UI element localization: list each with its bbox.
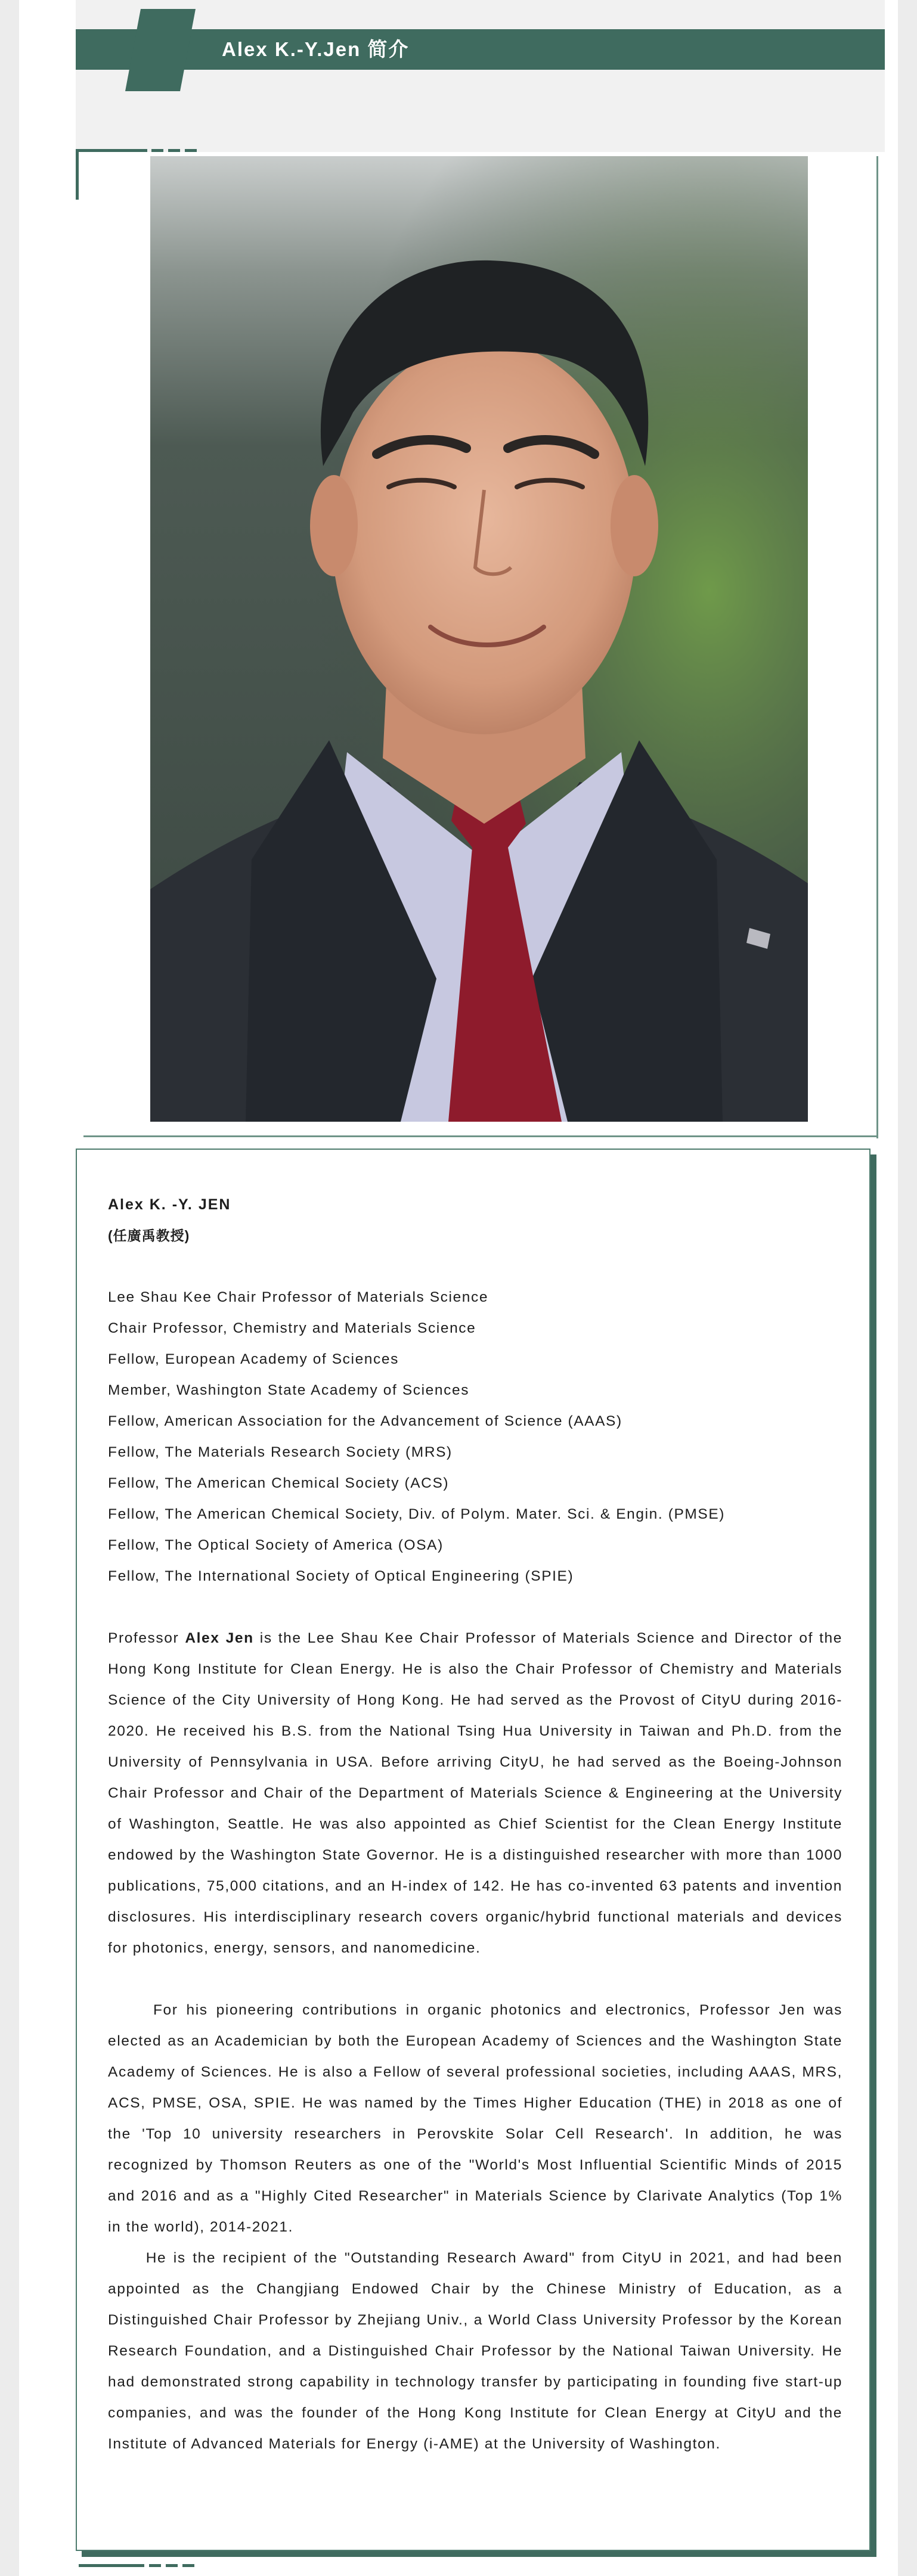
footer-dash (166, 2564, 178, 2567)
title-item: Fellow, The International Society of Optical Engineering (SPIE) (108, 1568, 574, 1584)
profile-name: Alex K. -Y. JEN (108, 1196, 231, 1213)
bio-text: is the Lee Shau Kee Chair Professor of Materials Science and Director of the Hong Kong Institute for Clean Energy. He is also the Chair Professor of Chemistry and Materials Science of the City University of Hong Kong. He had served as the Provost of CityU during 2016-2020. He received his B.S. from the National Tsing Hua University in Taiwan and Ph.D. from the University of Pennsylvania in USA. Before arriving CityU, he had served as the Boeing-Johnson Chair Professor and Chair of the Department of Materials Science & Engineering at the University of Washington, Seattle. He was also appointed as Chief Scientist for the Clean Energy Institute endowed by the Washington State Governor. He is a distinguished researcher with more than 1000 publications, 75,000 citations, and an H-index of 142. He has co-invented 63 patents and invention disclosures. His interdisciplinary research covers organic/hybrid functional materials and devices for photonics, energy, sensors, and nanomedicine. (108, 1630, 843, 1956)
bio-paragraph-1 (108, 1623, 842, 1964)
title-item: Fellow, European Academy of Sciences (108, 1351, 399, 1367)
frame-dash (151, 149, 163, 152)
frame-corner-top (76, 149, 147, 152)
frame-bottom (83, 1135, 878, 1137)
header-bar (76, 29, 885, 70)
bio-paragraph-3: He is the recipient of the "Outstanding Research Award" from CityU in 2021, and had been appointed as the Changjiang Endowed Chair by the Chinese Ministry of Education, as a Distinguished Chair Professor by Zhejiang Univ., a World Class University Professor by the Korean Research Foundation, and a Distinguished Chair Professor by the National Taiwan University. He had demonstrated strong capability in technology transfer by participating in founding five start-up companies, and was the founder of the Hong Kong Institute for Clean Energy at CityU and the Institute of Advanced Materials for Energy (i-AME) at the University of Washington. (108, 2250, 842, 2452)
title-item: Lee Shau Kee Chair Professor of Materials Science (108, 1289, 489, 1305)
title-item: Fellow, American Association for the Advancement of Science (AAAS) (108, 1413, 622, 1429)
frame-right (876, 156, 878, 1138)
title-list (108, 1282, 842, 1592)
header-area (76, 0, 885, 152)
profile-chinese-name: (任廣禹教授) (108, 1228, 190, 1243)
title-item: Fellow, The Materials Research Society (MRS) (108, 1444, 453, 1460)
frame-corner-left (76, 149, 79, 200)
title-item: Fellow, The American Chemical Society, Div. of Polym. Mater. Sci. & Engin. (PMSE) (108, 1506, 726, 1522)
bio-prefix: Professor (108, 1630, 185, 1646)
bio-paragraph-2: For his pioneering contributions in organic photonics and electronics, Professor Jen was elected as an Academician by both the European Academy of Sciences and the Washington State Academy of Sciences. He is also a Fellow of several professional societies, including AAAS, MRS, ACS, PMSE, OSA, SPIE. He was named by the Times Higher Education (THE) in 2018 as one of the 'Top 10 university researchers in Perovskite Solar Cell Research'. In addition, he was recognized by Thomson Reuters as one of the "World's Most Influential Scientific Minds of 2015 and 2016 and as a "Highly Cited Researcher" in Materials Science by Clarivate Analytics (Top 1% in the world), 2014-2021. (108, 2002, 842, 2235)
profile-card (76, 1149, 870, 2551)
title-item: Chair Professor, Chemistry and Materials Science (108, 1320, 476, 1336)
frame-dash (168, 149, 180, 152)
portrait-illustration (150, 156, 808, 1122)
footer-dash (182, 2564, 194, 2567)
bio-name-bold: Alex Jen (185, 1630, 254, 1646)
portrait-photo (150, 156, 808, 1122)
title-item: Fellow, The Optical Society of America (OSA) (108, 1537, 444, 1553)
page (19, 0, 898, 2576)
title-item: Fellow, The American Chemical Society (ACS) (108, 1475, 450, 1491)
footer-dash (149, 2564, 161, 2567)
frame-dash (185, 149, 197, 152)
page-title: Alex K.-Y.Jen 简介 (222, 38, 410, 60)
title-item: Member, Washington State Academy of Sciences (108, 1382, 470, 1398)
footer-line (79, 2564, 144, 2567)
profile-content (108, 1189, 842, 2460)
